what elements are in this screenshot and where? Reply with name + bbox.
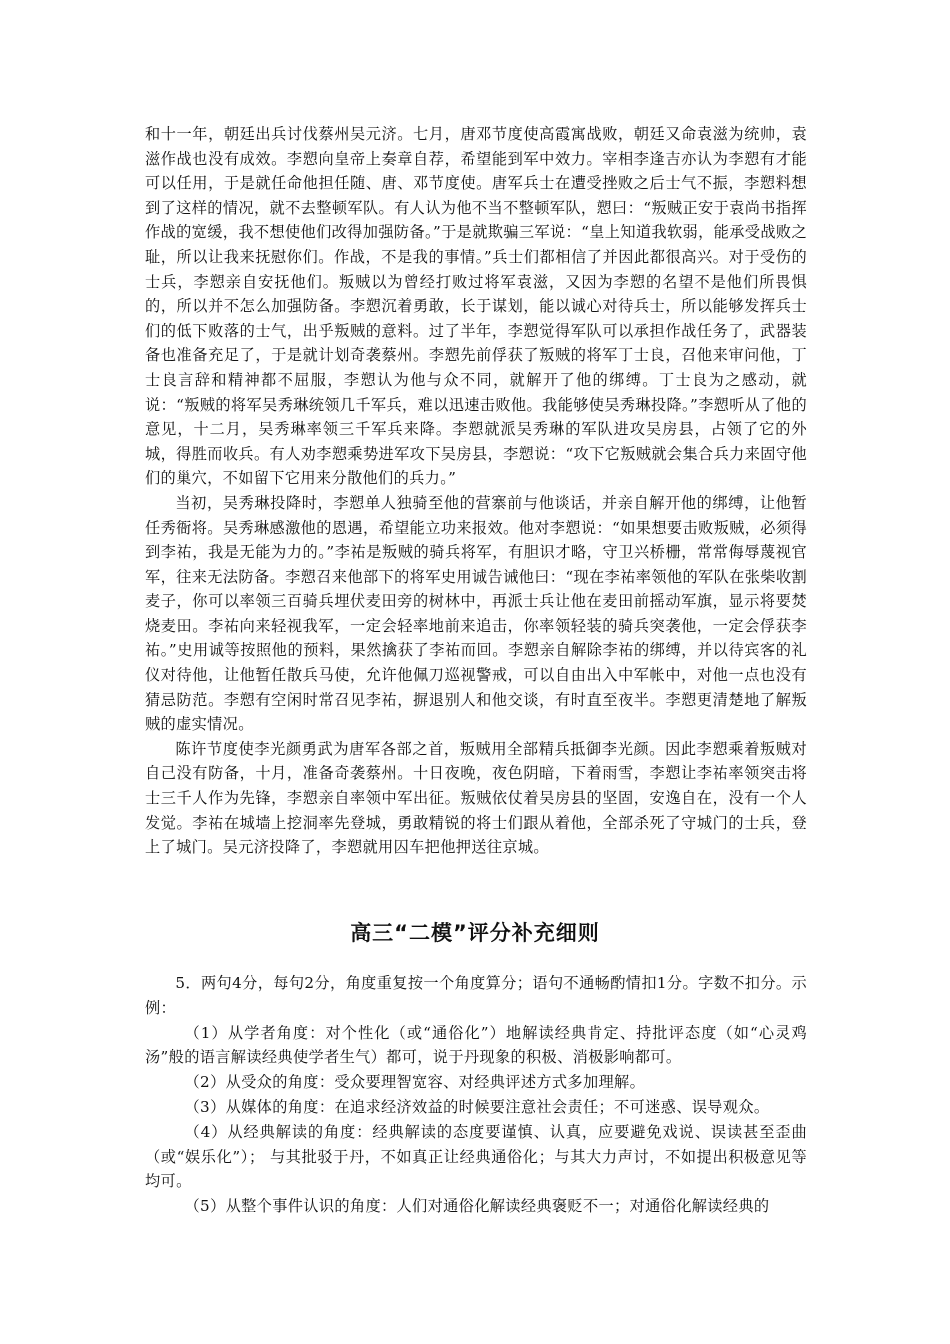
scoring-rules xyxy=(145,971,807,1219)
paragraph: 当初，吴秀琳投降时，李愬单人独骑至他的营寨前与他谈话，并亲自解开他的绑缚，让他暂任秀衙将。吴秀琳感激他的恩遇，希望能立功来报效。他对李愬说：“如果想要击败叛贼，必须得到李祐，我是无能为力的。”李祐是叛贼的骑兵将军，有胆识才略，守卫兴桥栅，常常侮辱蔑视官军，往来无法防备。李愬召来他部下的将军史用诚告诫他曰：“现在李祐率领他的军队在张柴收割麦子，你可以率领三百骑兵埋伏麦田旁的树林中，再派士兵让他在麦田前摇动军旗，显示将要焚烧麦田。李祐向来轻视我军，一定会轻率地前来追击，你率领轻装的骑兵突袭他，一定会俘获李祐。”史用诚等按照他的预料，果然擒获了李祐而回。李愬亲自解除李祐的绑缚，并以待宾客的礼仪对待他，让他暂任散兵马使，允许他佩刀巡视警戒，可以自由出入中军帐中，对他一点也没有猜忌防范。李愬有空闲时常召见李祐，摒退别人和他交谈，有时直至夜半。李愬更清楚地了解叛贼的虚实情况。 xyxy=(145,493,807,734)
rule-item: （4）从经典解读的角度：经典解读的态度要谨慎、认真，应要避免戏说、误读甚至歪曲（或“娱乐化”）； 与其批驳于丹，不如真正让经典通俗化；与其大力声讨，不如提出积极意见等均可。 xyxy=(145,1122,807,1191)
section-title: 高三“二模”评分补充细则 xyxy=(350,921,600,945)
rule-item: （3）从媒体的角度：在追求经济效益的时候要注意社会责任；不可迷惑、误导观众。 xyxy=(184,1097,770,1116)
rule-item: （5）从整个事件认识的角度：人们对通俗化解读经典褒贬不一；对通俗化解读经典的 xyxy=(184,1197,770,1216)
translation-passage xyxy=(145,122,807,860)
rule-item: （1）从学者角度：对个性化（或“通俗化”）地解读经典肯定、持批评态度（如“心灵鸡汤”般的语言解读经典使学者生气）都可，说于丹现象的积极、消极影响都可。 xyxy=(145,1023,807,1067)
paragraph: 陈许节度使李光颜勇武为唐军各部之首，叛贼用全部精兵抵御李光颜。因此李愬乘着叛贼对自己没有防备，十月，准备奇袭蔡州。十日夜晚，夜色阴暗，下着雨雪，李愬让李祐率领突击将士三千人作为先锋，李愬亲自率领中军出征。叛贼依仗着吴房县的坚固，安逸自在，没有一个人发觉。李祐在城墙上挖洞率先登城，勇敢精锐的将士们跟从着他，全部杀死了守城门的士兵，登上了城门。吴元济投降了，李愬就用囚车把他押送往京城。 xyxy=(145,739,807,857)
rule-intro: 5．两句4分，每句2分，角度重复按一个角度算分；语句不通畅酌情扣1分。字数不扣分。示例： xyxy=(145,974,807,1017)
rule-item: （2）从受众的角度：受众要理智宽容、对经典评述方式多加理解。 xyxy=(184,1073,646,1092)
paragraph: 和十一年，朝廷出兵讨伐蔡州吴元济。七月，唐邓节度使高霞寓战败，朝廷又命袁滋为统帅，袁滋作战也没有成效。李愬向皇帝上奏章自荐，希望能到军中效力。宰相李逢吉亦认为李愬有才能可以任用，于是就任命他担任随、唐、邓节度使。唐军兵士在遭受挫败之后士气不振，李愬料想到了这样的情况，就不去整顿军队。有人认为他不当不整顿军队，愬曰：“叛贼正安于袁尚书指挥作战的宽缓，我不想使他们改得加强防备。”于是就欺骗三军说：“皇上知道我软弱，能承受战败之耻，所以让我来抚慰你们。作战，不是我的事情。”兵士们都相信了并因此都很高兴。对于受伤的士兵，李愬亲自安抚他们。叛贼以为曾经打败过将军袁滋，又因为李愬的名望不是他们所畏惧的，所以并不怎么加强防备。李愬沉着勇敢，长于谋划，能以诚心对待兵士，所以能够发挥兵士们的低下败落的士气，出乎叛贼的意料。过了半年，李愬觉得军队可以承担作战任务了，武器装备也准备充足了，于是就计划奇袭蔡州。李愬先前俘获了叛贼的将军丁士良，召他来审问他，丁士良言辞和精神都不屈服，李愬认为他与众不同，就解开了他的绑缚。丁士良为之感动，就说：“叛贼的将军吴秀琳统领几千军兵，难以迅速击败他。我能够使吴秀琳投降。”李愬听从了他的意见，十二月，吴秀琳率领三千军兵来降。李愬就派吴秀琳的军队进攻吴房县，占领了它的外城，得胜而收兵。有人劝李愬乘势进军攻下吴房县，李愬说：“攻下它叛贼就会集合兵力来固守他们的巢穴，不如留下它用来分散他们的兵力。” xyxy=(145,125,807,488)
